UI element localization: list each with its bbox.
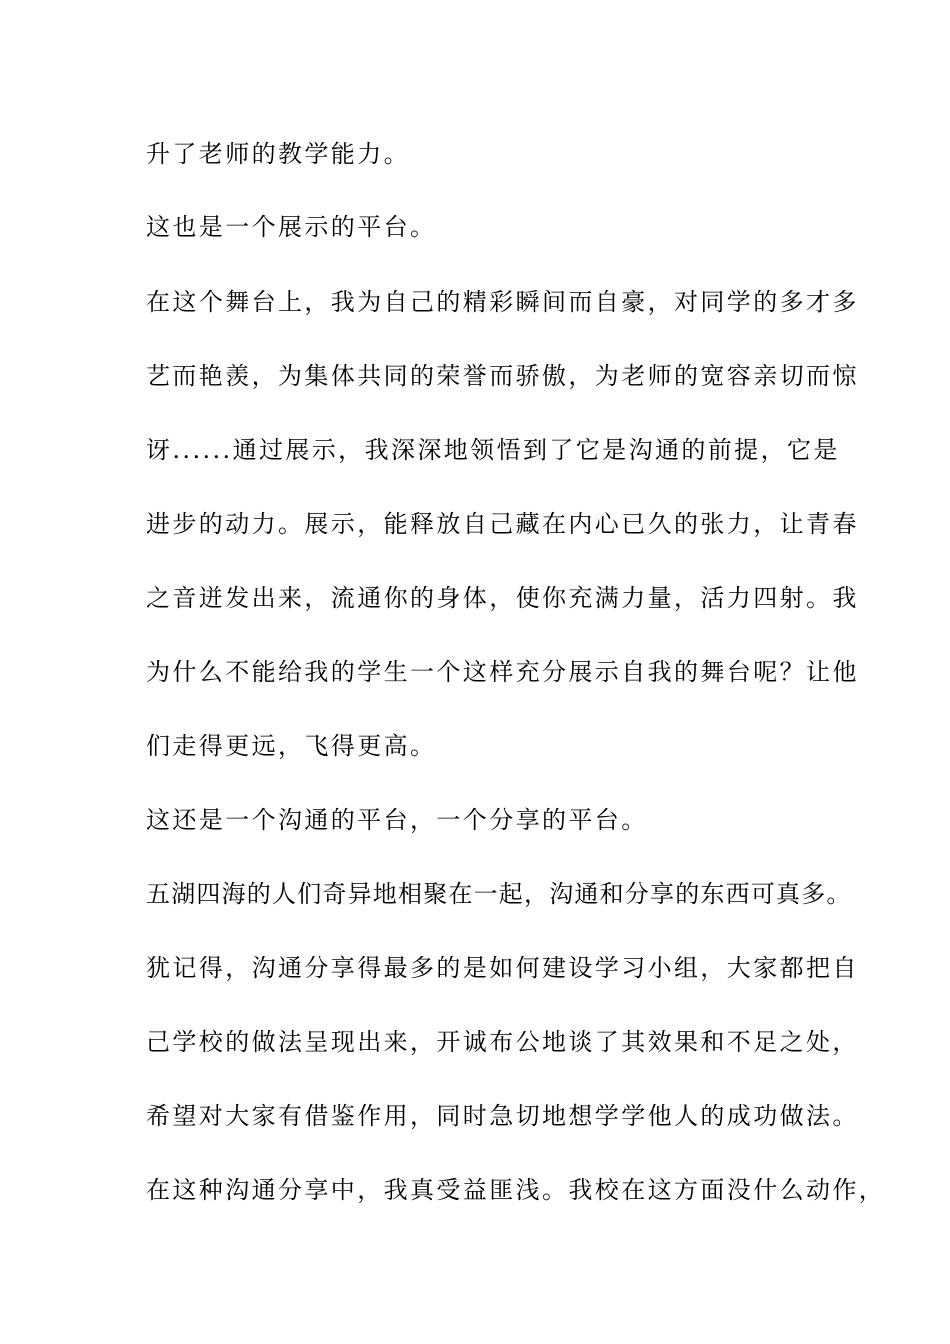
text-line-14: 希望对大家有借鉴作用，同时急切地想学学他人的成功做法。 xyxy=(146,1102,859,1130)
text-line-15: 在这种沟通分享中，我真受益匪浅。我校在这方面没什么动作， xyxy=(146,1176,886,1204)
text-line-5: 讶......通过展示，我深深地领悟到了它是沟通的前提，它是 xyxy=(146,436,840,464)
text-line-4: 艺而艳羡，为集体共同的荣誉而骄傲，为老师的宽容亲切而惊 xyxy=(146,362,859,390)
text-line-3: 在这个舞台上，我为自己的精彩瞬间而自豪，对同学的多才多 xyxy=(146,288,859,316)
text-line-7: 之音迸发出来，流通你的身体，使你充满力量，活力四射。我 xyxy=(146,584,859,612)
text-line-9: 们走得更远，飞得更高。 xyxy=(146,732,437,760)
text-line-11: 五湖四海的人们奇异地相聚在一起，沟通和分享的东西可真多。 xyxy=(146,880,852,908)
text-line-13: 己学校的做法呈现出来，开诚布公地谈了其效果和不足之处， xyxy=(146,1028,859,1056)
text-line-1: 升了老师的教学能力。 xyxy=(146,140,410,168)
text-line-10: 这还是一个沟通的平台，一个分享的平台。 xyxy=(146,806,648,834)
text-line-8: 为什么不能给我的学生一个这样充分展示自我的舞台呢？让他 xyxy=(146,658,859,686)
text-line-6: 进步的动力。展示，能释放自己藏在内心已久的张力，让青春 xyxy=(146,510,859,538)
text-line-2: 这也是一个展示的平台。 xyxy=(146,213,437,241)
text-line-12: 犹记得，沟通分享得最多的是如何建设学习小组，大家都把自 xyxy=(146,954,859,982)
